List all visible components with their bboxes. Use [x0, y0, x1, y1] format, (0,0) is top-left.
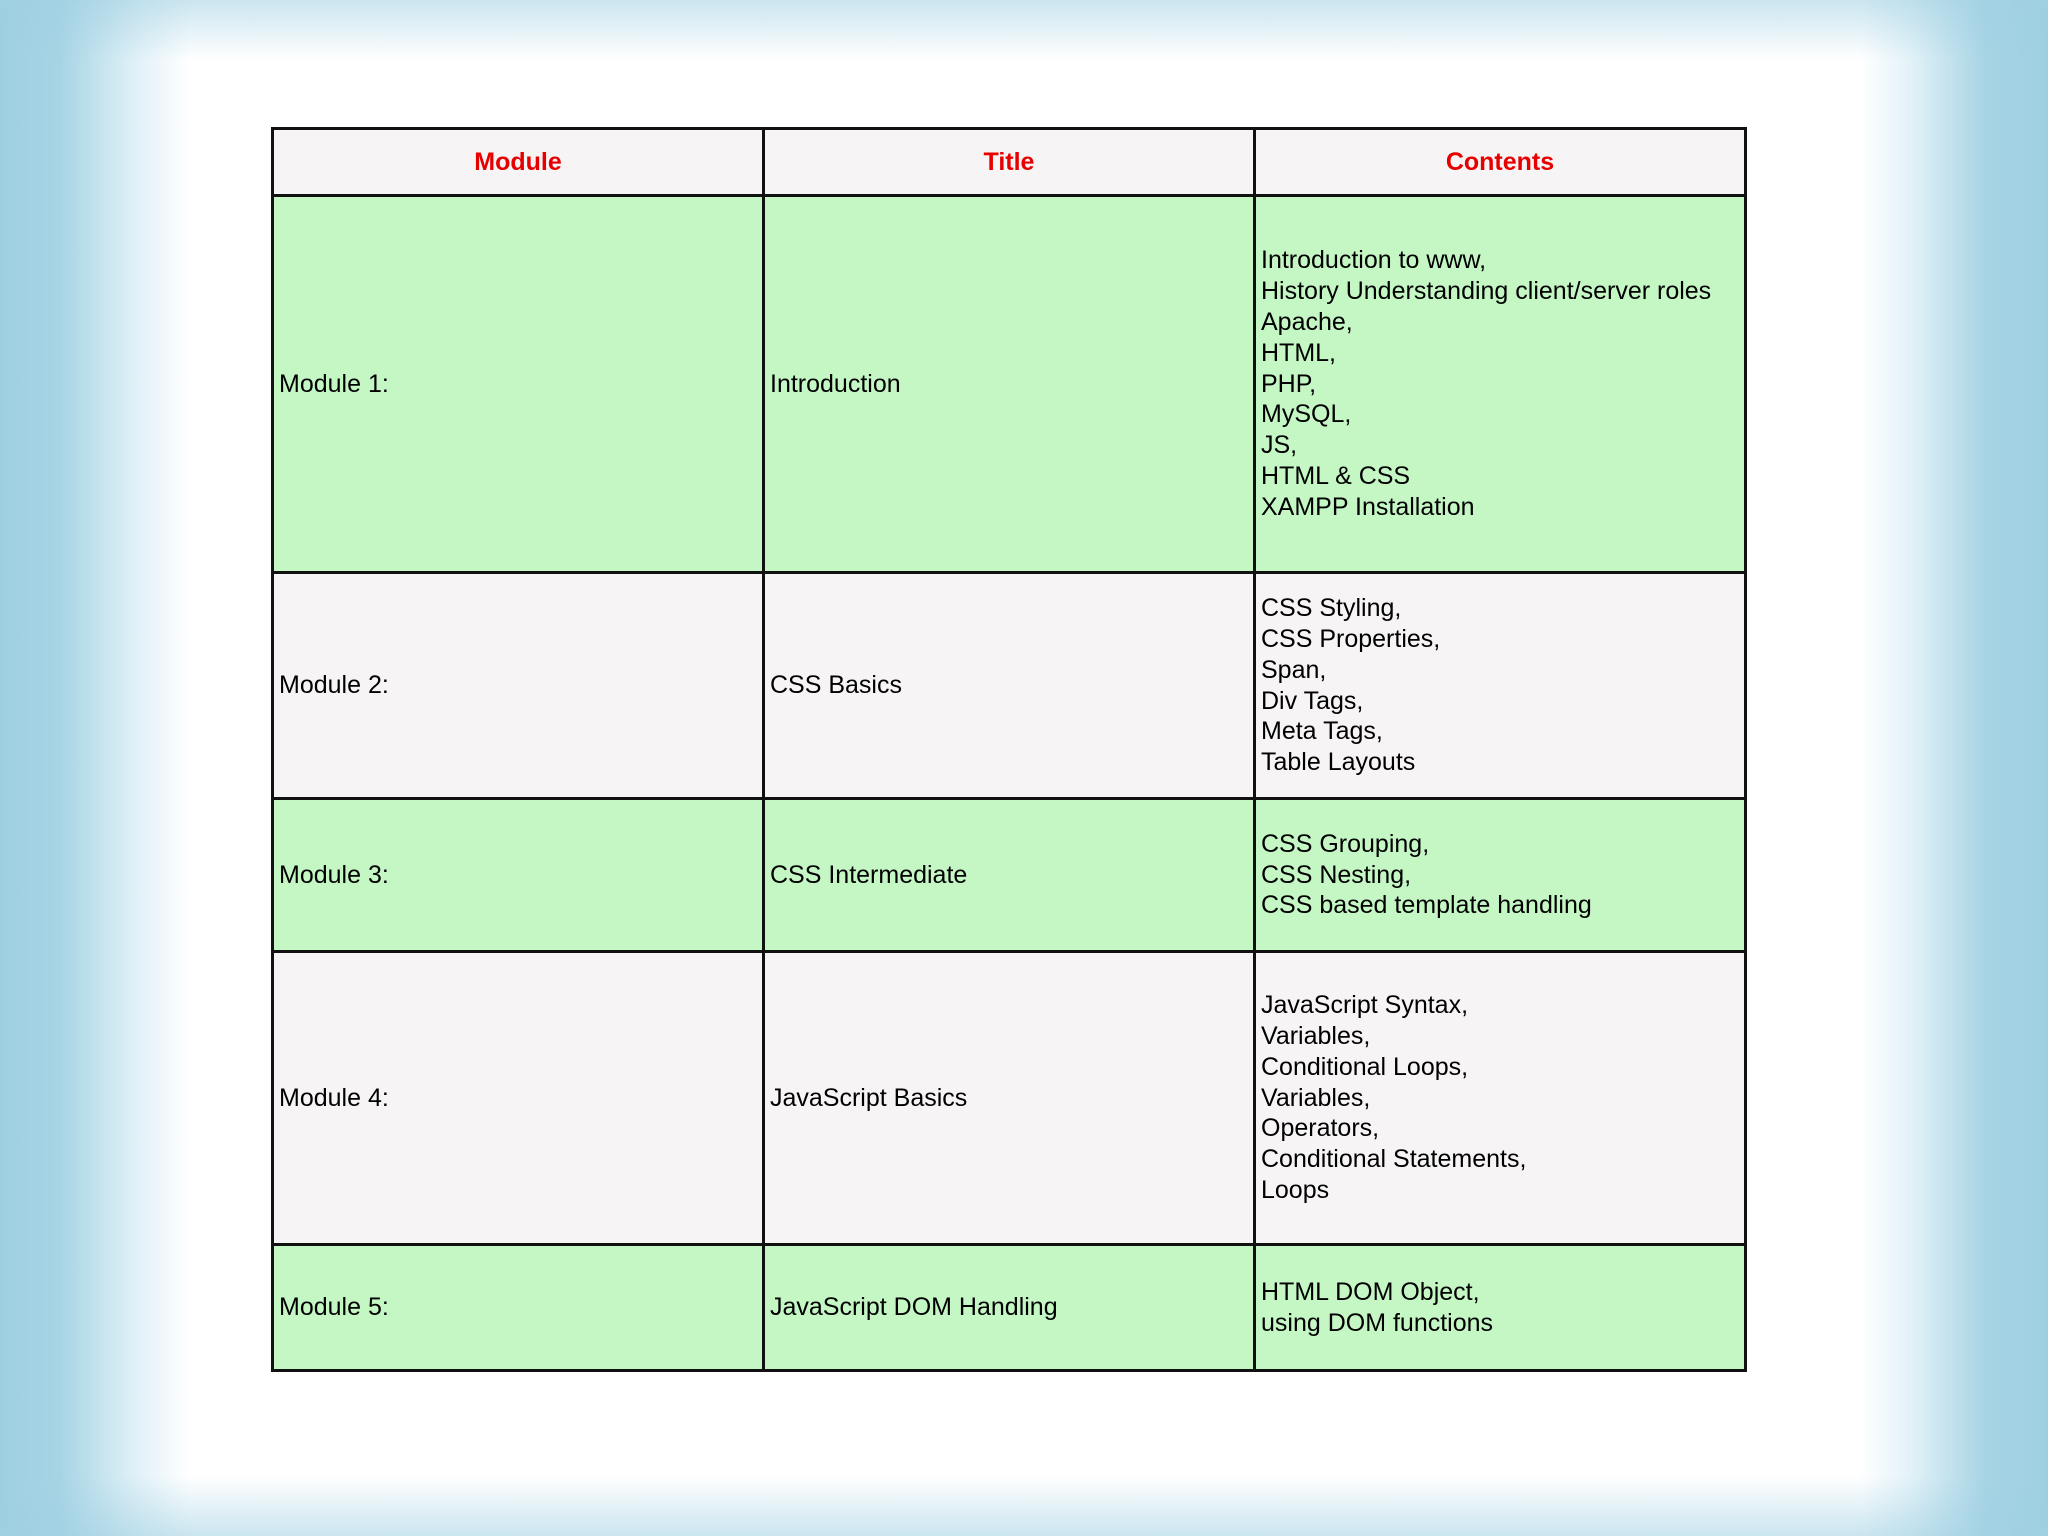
content-item: HTML DOM Object, — [1261, 1277, 1480, 1306]
content-item: Operators, — [1261, 1114, 1380, 1143]
table-row — [273, 1245, 1746, 1371]
contents-cell — [1255, 952, 1746, 1245]
contents-cell — [1255, 573, 1746, 799]
content-item: MySQL, — [1261, 400, 1352, 429]
content-item: XAMPP Installation — [1261, 492, 1475, 521]
module-cell: Module 5: — [273, 1245, 764, 1371]
module-cell: Module 4: — [273, 952, 764, 1245]
table-header-row — [273, 129, 1746, 196]
content-item: Div Tags, — [1261, 686, 1364, 715]
content-item: Loops — [1261, 1175, 1330, 1204]
contents-cell — [1255, 1245, 1746, 1371]
content-item: JavaScript Syntax, — [1261, 991, 1469, 1020]
content-item: CSS Grouping, — [1261, 829, 1430, 858]
header-title: Title — [764, 129, 1255, 196]
contents-cell — [1255, 196, 1746, 573]
table-row — [273, 573, 1746, 799]
table-row — [273, 196, 1746, 573]
table-row — [273, 799, 1746, 952]
module-cell: Module 2: — [273, 573, 764, 799]
module-cell: Module 3: — [273, 799, 764, 952]
content-item: History Understanding client/server roles — [1261, 277, 1712, 306]
content-item: Conditional Loops, — [1261, 1052, 1469, 1081]
module-cell: Module 1: — [273, 196, 764, 573]
content-item: Meta Tags, — [1261, 717, 1383, 746]
content-item: Span, — [1261, 655, 1327, 684]
content-item: CSS Nesting, — [1261, 860, 1412, 889]
table-row — [273, 952, 1746, 1245]
title-cell: JavaScript Basics — [764, 952, 1255, 1245]
content-item: HTML, — [1261, 338, 1336, 367]
contents-cell — [1255, 799, 1746, 952]
title-cell: CSS Intermediate — [764, 799, 1255, 952]
title-cell: Introduction — [764, 196, 1255, 573]
content-item: Conditional Statements, — [1261, 1145, 1527, 1174]
header-module: Module — [273, 129, 764, 196]
content-item: Variables, — [1261, 1083, 1371, 1112]
content-item: Apache, — [1261, 308, 1353, 336]
content-item: Variables, — [1261, 1022, 1371, 1050]
content-item: JS, — [1261, 431, 1298, 460]
syllabus-table — [271, 127, 1747, 1372]
content-item: CSS Properties, — [1261, 624, 1441, 653]
title-cell: CSS Basics — [764, 573, 1255, 799]
title-cell: JavaScript DOM Handling — [764, 1245, 1255, 1371]
content-item: using DOM functions — [1261, 1308, 1494, 1337]
content-item: CSS based template handling — [1261, 891, 1592, 920]
content-item: Introduction to www, — [1261, 246, 1487, 275]
content-item: PHP, — [1261, 369, 1317, 398]
content-item: CSS Styling, — [1261, 594, 1402, 623]
content-item: Table Layouts — [1261, 748, 1416, 777]
content-item: HTML & CSS — [1261, 461, 1411, 490]
header-contents: Contents — [1255, 129, 1746, 196]
